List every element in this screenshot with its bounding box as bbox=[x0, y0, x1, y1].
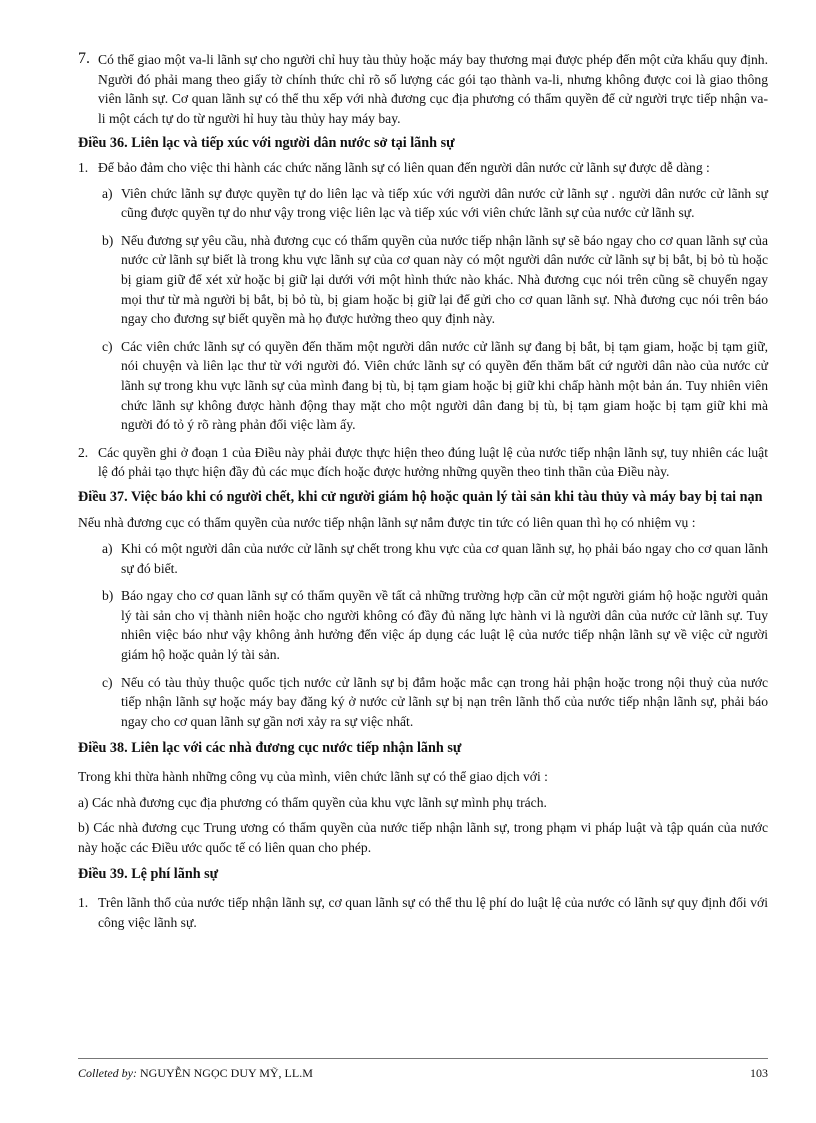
point-label: b) bbox=[102, 588, 114, 604]
article-38-heading: Điều 38. Liên lạc với các nhà đương cục nước tiếp nhận lãnh sự bbox=[78, 740, 462, 757]
point-label: b) bbox=[102, 232, 114, 248]
clause-text: Trên lãnh thổ của nước tiếp nhận lãnh sự, cơ quan lãnh sự có thể thu lệ phí do luật lệ của nước có lãnh sự quy định đối với công việc lãnh sự. bbox=[98, 894, 768, 930]
point-text: Khi có một người dân của nước cử lãnh sự chết trong khu vực của cơ quan lãnh sự, họ phải báo ngay cho cơ quan lãnh sự đó biết. bbox=[121, 541, 768, 576]
article-37-point-a bbox=[102, 539, 768, 578]
clause-text: Các quyền ghi ở đoạn 1 của Điều này phải được thực hiện theo đúng luật lệ của nước tiếp nhận lãnh sự, tuy nhiên các luật lệ đó phải tạo thực hiện đầy đủ các mục đích hoặc được hưởng những quyền theo tinh thần của Điều này. bbox=[98, 444, 768, 480]
article-38-point-b: b) Các nhà đương cục Trung ương có thẩm quyền của nước tiếp nhận lãnh sự, trong phạm vi pháp luật và tập quán của nước này hoặc các Điều ước quốc tế có liên quan cho phép. bbox=[78, 820, 768, 855]
point-text: Viên chức lãnh sự được quyền tự do liên lạc và tiếp xúc với người dân nước cử lãnh sự . người dân nước cử lãnh sự cũng được quyền tự do như vậy trong việc liên lạc và tiếp xúc với viên chức lãnh sự của nước cử lãnh sự. bbox=[121, 185, 768, 221]
article-37-intro: Nếu nhà đương cục có thẩm quyền của nước tiếp nhận lãnh sự nắm được tin tức có liên quan thì họ có nhiệm vụ : bbox=[78, 515, 696, 531]
document-page bbox=[78, 50, 768, 932]
point-label: c) bbox=[102, 338, 113, 354]
point-label: a) bbox=[102, 541, 113, 557]
article-36-point-a bbox=[102, 184, 768, 223]
article-36-point-b bbox=[102, 231, 768, 329]
item-number: 7. bbox=[78, 50, 90, 67]
article-39-heading: Điều 39. Lệ phí lãnh sự bbox=[78, 866, 219, 883]
article-37-heading: Điều 37. Việc báo khi có người chết, khi cử người giám hộ hoặc quản lý tài sản khi tàu thủy và máy bay bị tai nạn bbox=[78, 488, 763, 505]
footer-author: NGUYỄN NGỌC DUY MỸ, LL.M bbox=[136, 1066, 313, 1080]
page-footer bbox=[78, 1058, 768, 1081]
point-text: Báo ngay cho cơ quan lãnh sự có thẩm quyền về tất cả những trường hợp cần cử một người giám hộ hoặc người quản lý tài sản cho vị thành niên hoặc cho người không có đầy đủ năng lực hành vi là người dân của nước cử lãnh sự. Tuy nhiên việc báo như vậy không ảnh hưởng đến việc áp dụng các luật lệ của nước tiếp nhận lãnh sự về việc cử người giám hộ hoặc quản lý tài sản. bbox=[121, 588, 768, 663]
footer-credit bbox=[78, 1066, 313, 1081]
point-text: Nếu đương sự yêu cầu, nhà đương cục có thẩm quyền của nước tiếp nhận lãnh sự sẽ báo ngay cho cơ quan lãnh sự của nước cử lãnh sự biết là trong khu vực lãnh sự của cơ quan này có một người dân nước cử lãnh sự bị bắt, bị bỏ tù hoặc bị giam giữ để xét xử hoặc bị giữ lại dưới với một hình thức nào khác. Nhà đương cục nói trên cũng sẽ chuyển ngay mọi thư từ mà người bị bắt, bị bỏ tù, bị giam hoặc bị giữ lại để gửi cho cơ quan lãnh sự. Nhà đương cục nói trên báo ngay cho đương sự biết quyền mà họ được hưởng theo quy định này. bbox=[121, 232, 768, 327]
article-37-point-c bbox=[102, 673, 768, 732]
article-36-clause-2 bbox=[78, 443, 768, 482]
point-text: Các viên chức lãnh sự có quyền đến thăm một người dân nước cử lãnh sự đang bị bắt, bị tạm giam, hoặc bị tạm giữ, nói chuyện và liên lạc thư từ với người đó. Viên chức lãnh sự có quyền đến thăm bất cứ người dân nào của nước cử lãnh sự trong khu vực lãnh sự của mình đang bị tù, bị tạm giam hoặc bị giữ khi chấp hành một bản án. Tuy nhiên viên chức lãnh sự không được hành động thay mặt cho một người dân đang bị tù, bị tạm giam hoặc bị tạm giữ khi mà người đó tỏ ý rõ ràng phản đối việc làm ấy. bbox=[121, 338, 768, 433]
article-36-point-c bbox=[102, 337, 768, 435]
item-number: 2. bbox=[78, 444, 89, 460]
clause-text: Để bảo đảm cho việc thi hành các chức năng lãnh sự có liên quan đến người dân nước cử lãnh sự được dễ dàng : bbox=[98, 159, 710, 175]
paragraph-text: Có thể giao một va-li lãnh sự cho người chỉ huy tàu thủy hoặc máy bay thương mại được phép đến một cửa khẩu quy định. Người đó phải mang theo giấy tờ chính thức chỉ rõ số lượng các gói tạo thành va-li, nhưng không được coi là giao thông viên lãnh sự. Cơ quan lãnh sự có thể thu xếp với nhà đương cục địa phương có thẩm quyền để cử người trực tiếp nhận va-li một cách tự do từ người hỉ huy tàu thủy hay máy bay. bbox=[98, 52, 768, 126]
article-38-intro: Trong khi thừa hành những công vụ của mình, viên chức lãnh sự có thể giao dịch với : bbox=[78, 769, 548, 784]
point-label: c) bbox=[102, 674, 113, 690]
article-39-clause-1 bbox=[78, 893, 768, 932]
point-label: a) bbox=[102, 185, 113, 201]
footer-label: Colleted by: bbox=[78, 1066, 137, 1080]
page-number: 103 bbox=[750, 1066, 768, 1080]
item-number: 1. bbox=[78, 159, 89, 175]
article-38-point-a: a) Các nhà đương cục địa phương có thẩm quyền của khu vực lãnh sự mình phụ trách. bbox=[78, 794, 547, 810]
article-36-heading: Điều 36. Liên lạc và tiếp xúc với người dân nước sở tại lãnh sự bbox=[78, 135, 455, 152]
paragraph-7 bbox=[78, 50, 768, 128]
article-37-point-b bbox=[102, 586, 768, 664]
point-text: Nếu có tàu thủy thuộc quốc tịch nước cử lãnh sự bị đắm hoặc mắc cạn trong hải phận hoặc trong nội thuỷ của nước tiếp nhận lãnh sự hoặc máy bay đăng ký ở nước cử lãnh sự bị nạn trên lãnh thổ của nước tiếp nhận lãnh sự, phải báo ngay cho cơ quan lãnh sự gần nơi xảy ra sự việc nhất. bbox=[121, 674, 768, 729]
article-36-clause-1 bbox=[78, 158, 768, 178]
item-number: 1. bbox=[78, 894, 89, 910]
